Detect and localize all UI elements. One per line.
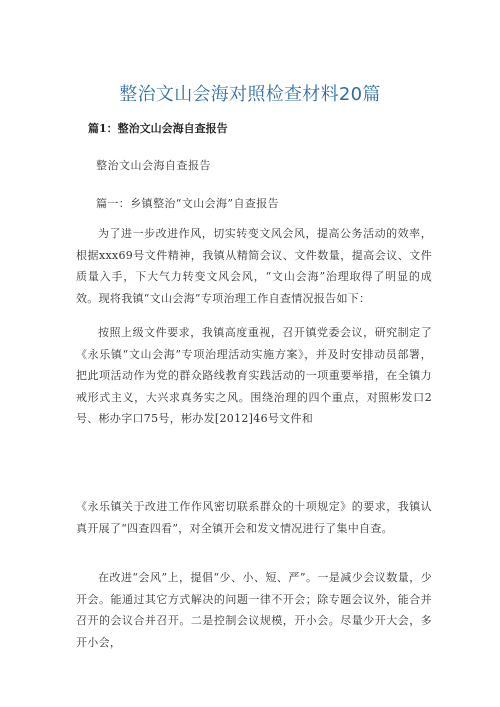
- part-heading: 篇一：乡镇整治“文山会海”自查报告: [96, 197, 280, 210]
- document-title: 整治文山会海对照检查材料20篇: [119, 84, 381, 105]
- paragraph-meeting-style: 在改进“会风”上，提倡“少、小、短、严”。一是减少会议数量，少开会。能通过其它方式解决的问题一律不开会；除专题会议外，能合并召开的会议合并召开。二是控制会议规模，开小会。尽量少开大会，多开小会，: [76, 571, 432, 649]
- paragraph-intro: 为了进一步改进作风，切实转变文风会风，提高公务活动的效率，根据xxx69号文件精神，我镇从精简会议、文件数量，提高会议、文件质量入手，下大气力转变文风会风，“文山会海”治理取得了明显的成效。现将我镇“文山会海”专项治理工作自查情况报告如下：: [76, 227, 432, 305]
- report-subtitle: 整治文山会海自查报告: [96, 159, 211, 172]
- paragraph-self-check: 《永乐镇关于改进工作作风密切联系群众的十项规定》的要求，我镇认真开展了“四查四看”，对全镇开会和发文情况进行了集中自查。: [76, 500, 432, 535]
- section-heading: 篇1：整治文山会海自查报告: [88, 122, 228, 135]
- paragraph-implementation: 按照上级文件要求，我镇高度重视，召开镇党委会议，研究制定了《永乐镇“文山会海”专项治理活动实施方案》，并及时安排动员部署，把此项活动作为党的群众路线教育实践活动的一项重要举措，在全镇力戒形式主义，大兴求真务实之风。围绕治理的四个重点，对照彬发口2号、彬办字口75号，彬办发[2012]46号文件和: [76, 326, 432, 425]
